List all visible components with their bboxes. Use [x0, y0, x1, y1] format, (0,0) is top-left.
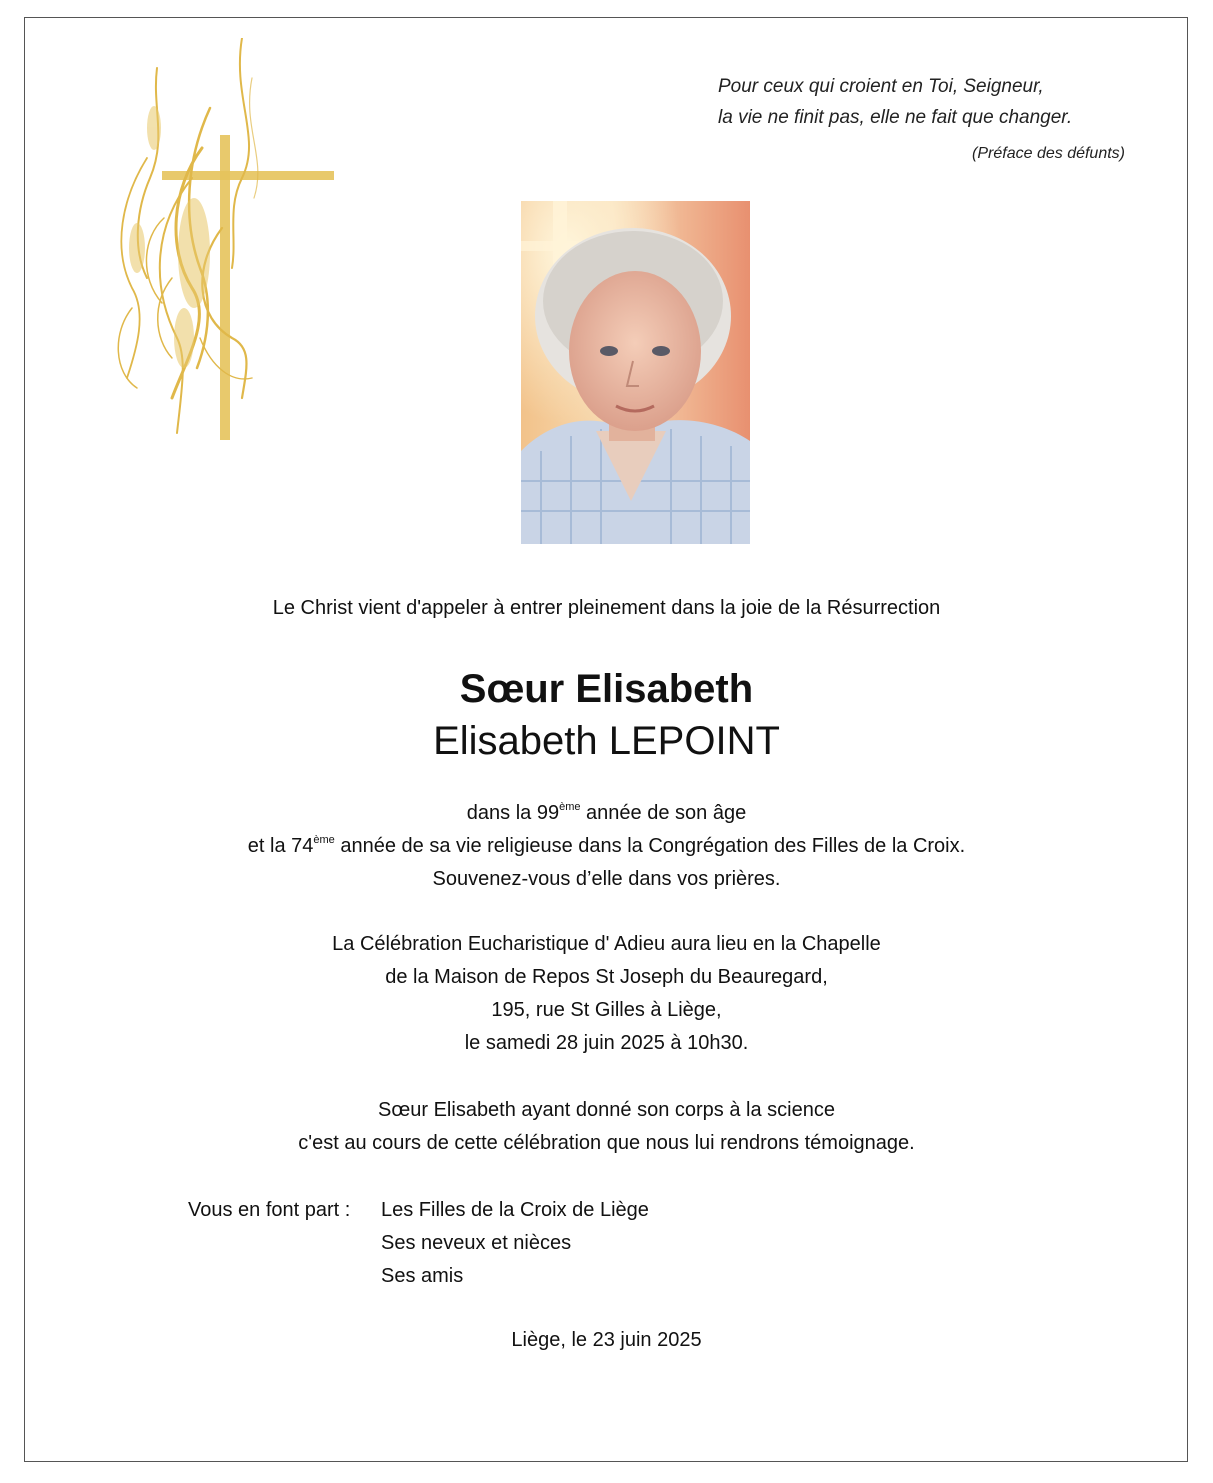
civil-name: Elisabeth LEPOINT: [433, 719, 780, 763]
age-line-2-pre: et la 74: [247, 835, 314, 857]
announcement-name: Les Filles de la Croix de Liège: [381, 1199, 649, 1221]
dateline: Liège, le 23 juin 2025: [511, 1329, 702, 1351]
age-line-3: Souvenez-vous d’elle dans vos prières.: [432, 868, 781, 890]
quote: [718, 71, 1072, 133]
portrait-photo: [521, 201, 750, 544]
announcement-label: Vous en font part :: [188, 1199, 351, 1221]
quote-source: (Préface des défunts): [972, 145, 1125, 162]
religious-name: Sœur Elisabeth: [459, 667, 754, 711]
cross-flame-icon: [92, 38, 342, 448]
age-line-2-post: année de sa vie religieuse dans la Congrégation des Filles de la Croix.: [334, 835, 966, 857]
quote-line-1: Pour ceux qui croient en Toi, Seigneur,: [718, 76, 1044, 97]
science-line-1: Sœur Elisabeth ayant donné son corps à la science: [378, 1099, 835, 1121]
announcement-names: [381, 1194, 649, 1293]
celebration-line-1: La Célébration Eucharistique d' Adieu aura lieu en la Chapelle: [332, 933, 881, 955]
age-line-2-sup: ème: [313, 834, 335, 846]
age-line-1-pre: dans la 99: [466, 802, 560, 824]
science-line-2: c'est au cours de cette célébration que nous lui rendrons témoignage.: [298, 1132, 915, 1154]
age-block: [0, 797, 1213, 896]
intro-text: Le Christ vient d'appeler à entrer pleinement dans la joie de la Résurrection: [272, 597, 941, 619]
age-line-1-sup: ème: [559, 801, 581, 813]
announcement-name: Ses neveux et nièces: [381, 1232, 572, 1254]
celebration-line-4: le samedi 28 juin 2025 à 10h30.: [464, 1032, 749, 1054]
celebration-block: [0, 928, 1213, 1060]
announcement-name: Ses amis: [381, 1265, 464, 1287]
quote-line-2: la vie ne finit pas, elle ne fait que changer.: [718, 107, 1073, 128]
celebration-line-2: de la Maison de Repos St Joseph du Beauregard,: [385, 966, 828, 988]
age-line-1-post: année de son âge: [580, 802, 747, 824]
age-line-2: [0, 830, 1213, 863]
science-block: [0, 1094, 1213, 1160]
celebration-line-3: 195, rue St Gilles à Liège,: [491, 999, 722, 1021]
age-line-1: [0, 797, 1213, 830]
